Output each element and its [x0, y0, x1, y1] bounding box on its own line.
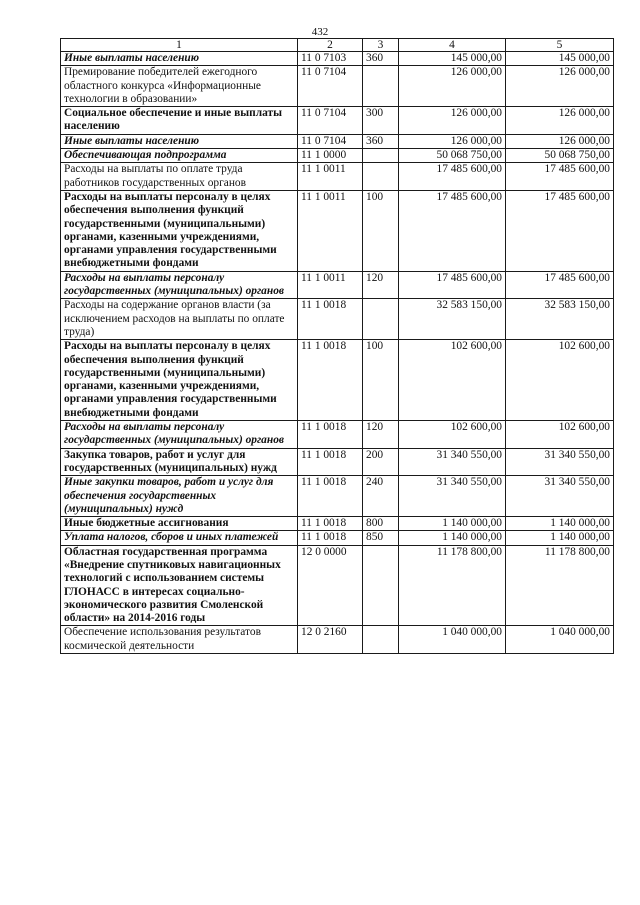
row-value-col5-cell: 102 600,00 [506, 421, 614, 449]
row-type-cell: 360 [363, 134, 399, 148]
row-value-col5-cell: 126 000,00 [506, 107, 614, 135]
row-value-col4-cell: 11 178 800,00 [399, 545, 506, 626]
row-code-cell: 11 0 7104 [298, 107, 363, 135]
row-name-cell: Расходы на выплаты персоналу государственных (муниципальных) органов [61, 421, 298, 449]
row-value-col4-cell: 102 600,00 [399, 421, 506, 449]
table-row [61, 149, 614, 163]
row-name-cell: Социальное обеспечение и иные выплаты населению [61, 107, 298, 135]
row-value-col4-cell: 126 000,00 [399, 66, 506, 107]
header-cell-3: 3 [363, 39, 399, 52]
row-type-cell [363, 149, 399, 163]
row-type-cell [363, 299, 399, 340]
row-name-cell: Иные закупки товаров, работ и услуг для обеспечения государственных (муниципальных) нужд [61, 476, 298, 517]
row-type-cell [363, 163, 399, 191]
table-row [61, 107, 614, 135]
row-code-cell: 11 1 0018 [298, 340, 363, 421]
row-value-col5-cell: 126 000,00 [506, 134, 614, 148]
row-name-cell: Расходы на выплаты персоналу в целях обеспечения выполнения функций государственными (муниципальными) органами, казенными учреждениями, органами управления государственными внебюджетными фондами [61, 340, 298, 421]
page-number: 432 [311, 26, 329, 38]
table-body [61, 39, 614, 654]
row-value-col5-cell: 31 340 550,00 [506, 448, 614, 476]
row-value-col4-cell: 31 340 550,00 [399, 476, 506, 517]
row-value-col4-cell: 17 485 600,00 [399, 163, 506, 191]
row-value-col5-cell: 31 340 550,00 [506, 476, 614, 517]
row-value-col5-cell: 126 000,00 [506, 66, 614, 107]
row-value-col5-cell: 1 140 000,00 [506, 531, 614, 545]
row-name-cell: Расходы на содержание органов власти (за исключением расходов на выплаты по оплате труда) [61, 299, 298, 340]
row-code-cell: 11 1 0018 [298, 421, 363, 449]
row-type-cell [363, 545, 399, 626]
row-value-col4-cell: 1 140 000,00 [399, 517, 506, 531]
row-name-cell: Расходы на выплаты персоналу в целях обеспечения выполнения функций государственными (муниципальными) органами, казенными учреждениями, органами управления государственными внебюджетными фондами [61, 190, 298, 271]
row-value-col5-cell: 1 040 000,00 [506, 626, 614, 654]
row-type-cell [363, 626, 399, 654]
budget-table [60, 38, 614, 654]
header-row [61, 39, 614, 52]
row-name-cell: Иные выплаты населению [61, 52, 298, 66]
table-row [61, 448, 614, 476]
table-row [61, 299, 614, 340]
row-value-col4-cell: 32 583 150,00 [399, 299, 506, 340]
row-value-col5-cell: 1 140 000,00 [506, 517, 614, 531]
row-code-cell: 11 1 0018 [298, 531, 363, 545]
row-name-cell: Уплата налогов, сборов и иных платежей [61, 531, 298, 545]
row-value-col5-cell: 17 485 600,00 [506, 163, 614, 191]
row-code-cell: 11 0 7104 [298, 66, 363, 107]
header-cell-5: 5 [506, 39, 614, 52]
header-cell-4: 4 [399, 39, 506, 52]
row-value-col5-cell: 17 485 600,00 [506, 271, 614, 299]
row-value-col4-cell: 126 000,00 [399, 134, 506, 148]
row-value-col4-cell: 1 040 000,00 [399, 626, 506, 654]
row-name-cell: Иные бюджетные ассигнования [61, 517, 298, 531]
table-row [61, 531, 614, 545]
row-name-cell: Расходы на выплаты персоналу государственных (муниципальных) органов [61, 271, 298, 299]
row-type-cell: 100 [363, 340, 399, 421]
row-name-cell: Закупка товаров, работ и услуг для государственных (муниципальных) нужд [61, 448, 298, 476]
table-row [61, 190, 614, 271]
row-value-col4-cell: 50 068 750,00 [399, 149, 506, 163]
row-type-cell [363, 66, 399, 107]
table-row [61, 626, 614, 654]
header-cell-1: 1 [61, 39, 298, 52]
table-row [61, 517, 614, 531]
row-code-cell: 11 0 7103 [298, 52, 363, 66]
row-type-cell: 850 [363, 531, 399, 545]
row-code-cell: 11 1 0018 [298, 299, 363, 340]
row-type-cell: 800 [363, 517, 399, 531]
row-code-cell: 11 1 0011 [298, 271, 363, 299]
row-value-col4-cell: 126 000,00 [399, 107, 506, 135]
row-code-cell: 11 1 0018 [298, 476, 363, 517]
row-value-col4-cell: 17 485 600,00 [399, 190, 506, 271]
row-value-col5-cell: 50 068 750,00 [506, 149, 614, 163]
row-value-col5-cell: 32 583 150,00 [506, 299, 614, 340]
header-cell-2: 2 [298, 39, 363, 52]
row-type-cell: 240 [363, 476, 399, 517]
row-value-col4-cell: 17 485 600,00 [399, 271, 506, 299]
row-type-cell: 120 [363, 271, 399, 299]
row-type-cell: 300 [363, 107, 399, 135]
row-code-cell: 11 1 0018 [298, 517, 363, 531]
row-type-cell: 200 [363, 448, 399, 476]
table-row [61, 340, 614, 421]
row-name-cell: Иные выплаты населению [61, 134, 298, 148]
row-name-cell: Расходы на выплаты по оплате труда работников государственных органов [61, 163, 298, 191]
row-value-col4-cell: 31 340 550,00 [399, 448, 506, 476]
row-value-col5-cell: 102 600,00 [506, 340, 614, 421]
row-value-col5-cell: 145 000,00 [506, 52, 614, 66]
row-value-col5-cell: 17 485 600,00 [506, 190, 614, 271]
row-value-col5-cell: 11 178 800,00 [506, 545, 614, 626]
table-row [61, 52, 614, 66]
row-value-col4-cell: 102 600,00 [399, 340, 506, 421]
table-row [61, 476, 614, 517]
row-code-cell: 11 1 0011 [298, 190, 363, 271]
row-name-cell: Премирование победителей ежегодного областного конкурса «Информационные технологии в образовании» [61, 66, 298, 107]
row-value-col4-cell: 145 000,00 [399, 52, 506, 66]
table-row [61, 134, 614, 148]
row-type-cell: 120 [363, 421, 399, 449]
table-row [61, 545, 614, 626]
row-code-cell: 12 0 0000 [298, 545, 363, 626]
table-row [61, 271, 614, 299]
row-name-cell: Областная государственная программа «Внедрение спутниковых навигационных технологий с использованием системы ГЛОНАСС в интересах социально-экономического развития Смоленской области» на 2014-2016 годы [61, 545, 298, 626]
row-code-cell: 11 1 0018 [298, 448, 363, 476]
row-code-cell: 11 1 0000 [298, 149, 363, 163]
row-type-cell: 100 [363, 190, 399, 271]
row-code-cell: 11 0 7104 [298, 134, 363, 148]
row-code-cell: 11 1 0011 [298, 163, 363, 191]
row-name-cell: Обеспечивающая подпрограмма [61, 149, 298, 163]
row-code-cell: 12 0 2160 [298, 626, 363, 654]
table-row [61, 66, 614, 107]
row-value-col4-cell: 1 140 000,00 [399, 531, 506, 545]
table-row [61, 421, 614, 449]
table-row [61, 163, 614, 191]
row-name-cell: Обеспечение использования результатов космической деятельности [61, 626, 298, 654]
row-type-cell: 360 [363, 52, 399, 66]
